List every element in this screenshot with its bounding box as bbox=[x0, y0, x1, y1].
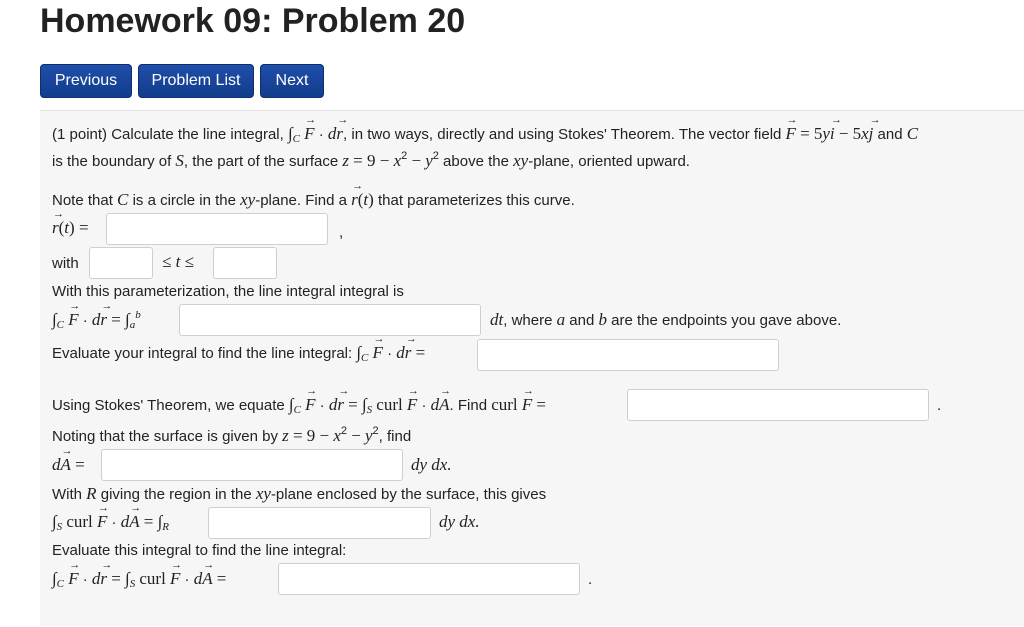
t-lower-input[interactable] bbox=[89, 247, 153, 279]
da-input[interactable] bbox=[101, 449, 403, 481]
region-integrand-input[interactable] bbox=[208, 507, 431, 539]
problem-list-button[interactable]: Problem List bbox=[138, 64, 254, 98]
problem-statement-line1: (1 point) Calculate the line integral, $\int_C \to F \cdot d\to r$, in two ways, directly and using Stokes' Theorem. The vector field → F = 5y→ i − 5x→ j and C bbox=[52, 124, 918, 145]
next-button[interactable]: Next bbox=[260, 64, 324, 98]
previous-button[interactable]: Previous bbox=[40, 64, 132, 98]
stokes-line: Using Stokes' Theorem, we equate $\int_C \to F \cdot d\to r = \int_S$ curl → F · d→ A. Find curl → F = bbox=[52, 395, 546, 416]
t-upper-input[interactable] bbox=[213, 247, 277, 279]
dydx-label-2: dy dx. bbox=[439, 512, 480, 531]
with-label: with bbox=[52, 255, 79, 272]
evaluate-final-line: Evaluate this integral to find the line integral: bbox=[52, 542, 347, 559]
final-period: . bbox=[588, 571, 593, 588]
with-r-line: With R giving the region in the xy-plane enclosed by the surface, this gives bbox=[52, 484, 547, 503]
final-formula: $\int_C \to F \cdot d\to r = \int_S$ curl → F · d→ A = bbox=[52, 569, 226, 590]
dydx-label-1: dy dx. bbox=[411, 455, 452, 474]
note-line: Note that C is a circle in the xy-plane. Find a → r(t) that parameterizes this curve. bbox=[52, 190, 575, 210]
line-integral-formula: $\int_C \to F \cdot d\to r = \int_a^b$ bbox=[52, 309, 141, 331]
rt-label: → r(t) = bbox=[52, 218, 89, 238]
integrand-input[interactable] bbox=[179, 304, 481, 336]
t-range-label: ≤ t ≤ bbox=[162, 252, 194, 271]
noting-line: Noting that the surface is given by $z = 9 - x^2 - y^2$, find bbox=[52, 425, 412, 445]
curl-period: . bbox=[937, 397, 942, 414]
line-integral-value-input[interactable] bbox=[477, 339, 779, 371]
rt-input[interactable] bbox=[106, 213, 328, 245]
problem-statement-line2: is the boundary of S, the part of the surface $z = 9 - x^2 - y^2$ above the xy-plane, oriented upward. bbox=[52, 150, 690, 170]
da-label: d→ A = bbox=[52, 455, 85, 475]
final-value-input[interactable] bbox=[278, 563, 580, 595]
surface-integral-formula: $\int_S$ curl → $F \cdot d\to A = \int_R$ bbox=[52, 512, 169, 533]
rt-comma: , bbox=[339, 224, 344, 241]
curl-f-input[interactable] bbox=[627, 389, 929, 421]
page-title: Homework 09: Problem 20 bbox=[40, 2, 466, 40]
dt-text: dt, where a and b are the endpoints you gave above. bbox=[490, 310, 842, 329]
param-line: With this parameterization, the line integral integral is bbox=[52, 283, 404, 300]
evaluate-line: Evaluate your integral to find the line integral: $\int_C \to F \cdot d\to r$ = bbox=[52, 343, 425, 364]
